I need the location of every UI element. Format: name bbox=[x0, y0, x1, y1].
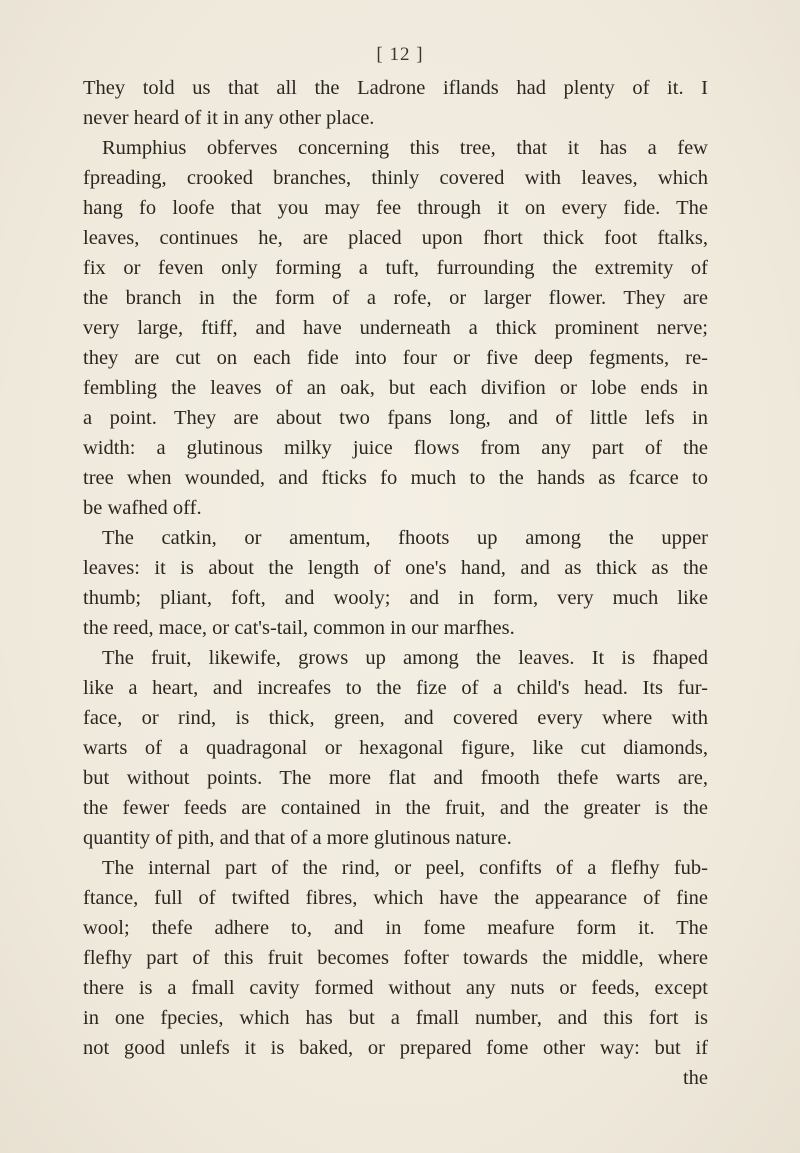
text-line: fix or feven only forming a tuft, furrounding the extremity of bbox=[83, 257, 708, 279]
catchword: the bbox=[682, 1067, 708, 1089]
text-line: fembling the leaves of an oak, but each divifion or lobe ends in bbox=[83, 377, 708, 399]
text-line: The fruit, likewife, grows up among the leaves. It is fhaped bbox=[102, 647, 708, 669]
page-number: [ 12 ] bbox=[376, 44, 424, 65]
text-line: warts of a quadragonal or hexagonal figure, like cut diamonds, bbox=[83, 737, 708, 759]
text-line: The catkin, or amentum, fhoots up among the upper bbox=[102, 527, 708, 549]
text-line: leaves: it is about the length of one's hand, and as thick as the bbox=[83, 557, 708, 579]
text-line: flefhy part of this fruit becomes fofter towards the middle, where bbox=[83, 947, 708, 969]
text-line: Rumphius obferves concerning this tree, that it has a few bbox=[102, 137, 708, 159]
text-line: the reed, mace, or cat's-tail, common in our marfhes. bbox=[83, 617, 515, 639]
text-line: be wafhed off. bbox=[83, 497, 202, 519]
text-line: leaves, continues he, are placed upon fhort thick foot ftalks, bbox=[83, 227, 708, 249]
text-line: but without points. The more flat and fmooth thefe warts are, bbox=[83, 767, 708, 789]
text-line: in one fpecies, which has but a fmall number, and this fort is bbox=[83, 1007, 708, 1029]
text-line: The internal part of the rind, or peel, confifts of a flefhy fub- bbox=[102, 857, 708, 879]
text-line: the branch in the form of a rofe, or larger flower. They are bbox=[83, 287, 708, 309]
text-line: fpreading, crooked branches, thinly covered with leaves, which bbox=[83, 167, 708, 189]
text-line: not good unlefs it is baked, or prepared fome other way: but if bbox=[83, 1037, 708, 1059]
text-line: width: a glutinous milky juice flows from any part of the bbox=[83, 437, 708, 459]
text-line: They told us that all the Ladrone iflands had plenty of it. I bbox=[83, 77, 708, 99]
text-line: they are cut on each fide into four or five deep fegments, re- bbox=[83, 347, 708, 369]
text-line: hang fo loofe that you may fee through it on every fide. The bbox=[83, 197, 708, 219]
text-line: there is a fmall cavity formed without any nuts or feeds, except bbox=[83, 977, 708, 999]
text-line: face, or rind, is thick, green, and covered every where with bbox=[83, 707, 708, 729]
text-line: tree when wounded, and fticks fo much to the hands as fcarce to bbox=[83, 467, 708, 489]
text-line: the fewer feeds are contained in the fruit, and the greater is the bbox=[83, 797, 708, 819]
text-line: wool; thefe adhere to, and in fome meafure form it. The bbox=[83, 917, 708, 939]
text-line: ftance, full of twifted fibres, which have the appearance of fine bbox=[83, 887, 708, 909]
text-line: thumb; pliant, foft, and wooly; and in form, very much like bbox=[83, 587, 708, 609]
text-line: quantity of pith, and that of a more glutinous nature. bbox=[83, 827, 512, 849]
text-line: never heard of it in any other place. bbox=[83, 107, 375, 129]
text-line: a point. They are about two fpans long, and of little lefs in bbox=[83, 407, 708, 429]
text-line: like a heart, and increafes to the fize of a child's head. Its fur- bbox=[83, 677, 708, 699]
text-line: very large, ftiff, and have underneath a thick prominent nerve; bbox=[83, 317, 708, 339]
